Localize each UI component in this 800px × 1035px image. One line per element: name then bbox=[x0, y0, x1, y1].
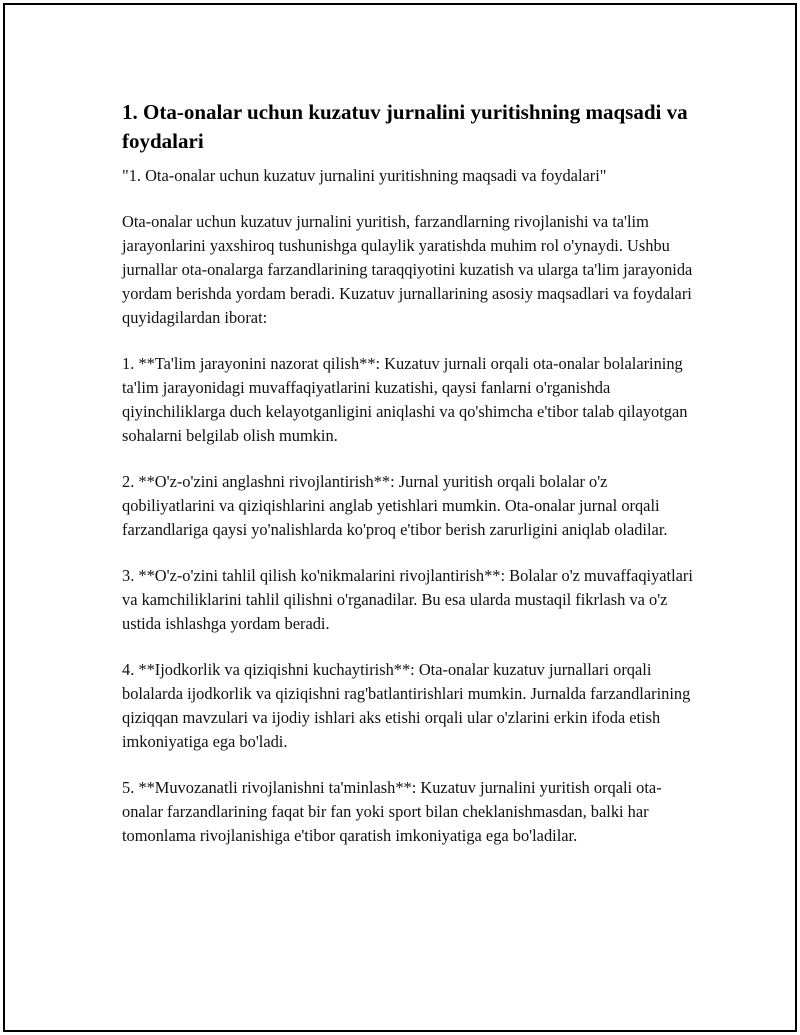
list-item: 5. **Muvozanatli rivojlanishni ta'minlash**: Kuzatuv jurnalini yuritish orqali ota-onalar farzandlarining faqat bir fan yoki sport bilan cheklanishmasdan, balki har tomonlama rivojlanishiga e'tibor qaratish imkoniyatiga ega bo'ladilar. bbox=[122, 778, 662, 845]
intro-paragraph: Ota-onalar uchun kuzatuv jurnalini yuritish, farzandlarning rivojlanishi va ta'lim jarayonlarini yaxshiroq tushunishga qulaylik yaratishda muhim rol o'ynaydi. Ushbu jurnallar ota-onalarga farzandlarining taraqqiyotini kuzatish va ularga ta'lim jarayonida yordam berishda yordam beradi. Kuzatuv jurnallarining asosiy maqsadlari va foydalari quyidagilardan iborat: bbox=[122, 212, 693, 327]
list-item: 3. **O'z-o'zini tahlil qilish ko'nikmalarini rivojlantirish**: Bolalar o'z muvaffaqiyatlari va kamchiliklarini tahlil qilishni o'rganadilar. Bu esa ularda mustaqil fikrlash va o'z ustida ishlashga yordam beradi. bbox=[122, 566, 693, 633]
quoted-title: "1. Ota-onalar uchun kuzatuv jurnalini yuritishning maqsadi va foydalari" bbox=[122, 166, 607, 185]
page-frame bbox=[3, 3, 797, 1032]
list-item: 4. **Ijodkorlik va qiziqishni kuchaytirish**: Ota-onalar kuzatuv jurnallari orqali bolalarda ijodkorlik va qiziqishni rag'batlantirishlari mumkin. Jurnalda farzandlarining qiziqqan mavzulari va ijodiy ishlari aks etishi orqali ular o'zlarini erkin ifoda etish imkoniyatiga ega bo'ladi. bbox=[122, 660, 691, 751]
list-item: 1. **Ta'lim jarayonini nazorat qilish**: Kuzatuv jurnali orqali ota-onalar bolalarining ta'lim jarayonidagi muvaffaqiyatlarini kuzatishi, qaysi fanlarni o'rganishda qiyinchiliklarga duch kelayotganligini aniqlashi va qo'shimcha e'tibor talab qilayotgan sohalarni belgilab olish mumkin. bbox=[122, 354, 688, 445]
document-body bbox=[122, 98, 702, 848]
list-item: 2. **O'z-o'zini anglashni rivojlantirish**: Jurnal yuritish orqali bolalar o'z qobiliyatlarini va qiziqishlarini anglab yetishlari mumkin. Ota-onalar jurnal orqali farzandlariga qaysi yo'nalishlarda ko'proq e'tibor berish zarurligini aniqlab oladilar. bbox=[122, 472, 668, 539]
section-heading: 1. Ota-onalar uchun kuzatuv jurnalini yuritishning maqsadi va foydalari bbox=[122, 100, 688, 153]
